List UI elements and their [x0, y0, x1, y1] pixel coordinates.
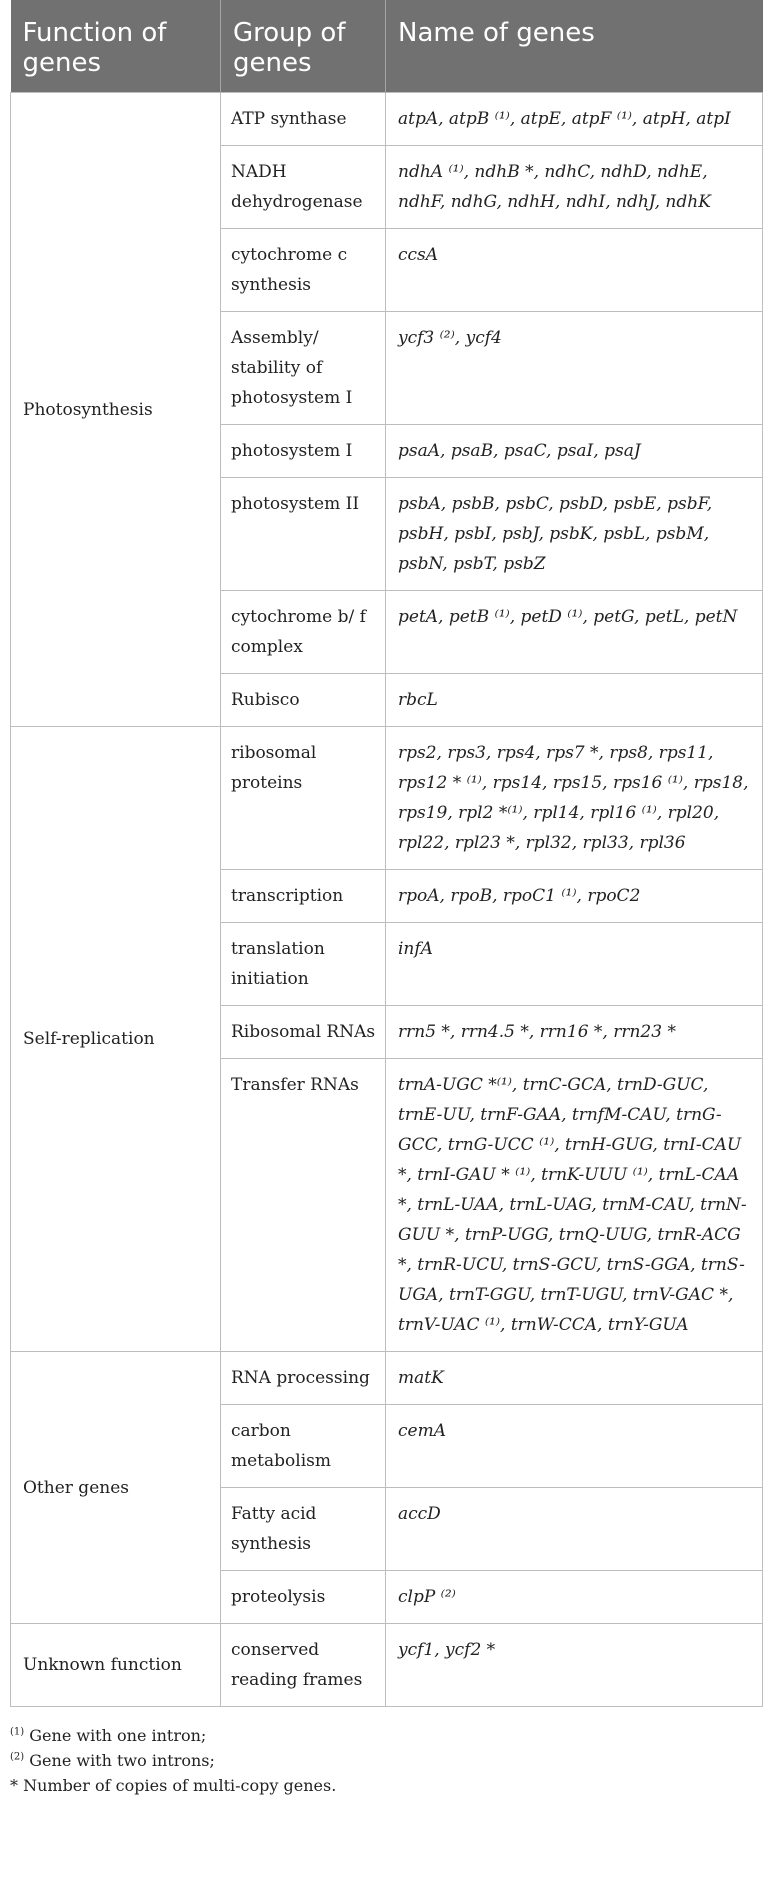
genes-cell: ycf3 ⁽²⁾, ycf4 — [386, 312, 763, 425]
function-cell: Other genes — [11, 1352, 221, 1624]
group-cell: Assembly/ stability of photosystem I — [221, 312, 386, 425]
footnotes — [10, 1723, 762, 1798]
group-cell: Rubisco — [221, 674, 386, 727]
footnote-1-text: Gene with one intron; — [24, 1726, 207, 1745]
group-cell: translation initiation — [221, 923, 386, 1006]
table-row — [11, 727, 763, 870]
genes-cell: petA, petB ⁽¹⁾, petD ⁽¹⁾, petG, petL, petN — [386, 591, 763, 674]
genes-cell: ndhA ⁽¹⁾, ndhB *, ndhC, ndhD, ndhE, ndhF, ndhG, ndhH, ndhI, ndhJ, ndhK — [386, 146, 763, 229]
group-cell: photosystem II — [221, 478, 386, 591]
group-cell: carbon metabolism — [221, 1405, 386, 1488]
genes-cell: ycf1, ycf2 * — [386, 1624, 763, 1707]
gene-table — [10, 0, 763, 1707]
group-cell: ribosomal proteins — [221, 727, 386, 870]
group-cell: Fatty acid synthesis — [221, 1488, 386, 1571]
table-body — [11, 93, 763, 1707]
table-header — [11, 0, 763, 93]
group-cell: ATP synthase — [221, 93, 386, 146]
footnote-2-text: Gene with two introns; — [24, 1751, 215, 1770]
header-genes: Name of genes — [386, 0, 763, 93]
function-cell: Unknown function — [11, 1624, 221, 1707]
genes-cell: trnA-UGC *⁽¹⁾, trnC-GCA, trnD-GUC, trnE-UU, trnF-GAA, trnfM-CAU, trnG-GCC, trnG-UCC ⁽¹⁾, trnH-GUG, trnI-CAU *, trnI-GAU * ⁽¹⁾, trnK-UUU ⁽¹⁾, trnL-CAA *, trnL-UAA, trnL-UAG, trnM-CAU, trnN-GUU *, trnP-UGG, trnQ-UUG, trnR-ACG *, trnR-UCU, trnS-GCU, trnS-GGA, trnS-UGA, trnT-GGU, trnT-UGU, trnV-GAC *, trnV-UAC ⁽¹⁾, trnW-CCA, trnY-GUA — [386, 1059, 763, 1352]
genes-cell: clpP ⁽²⁾ — [386, 1571, 763, 1624]
footnote-2 — [10, 1748, 762, 1773]
footnote-3 — [10, 1773, 762, 1798]
genes-cell: rbcL — [386, 674, 763, 727]
table-row — [11, 1624, 763, 1707]
group-cell: proteolysis — [221, 1571, 386, 1624]
footnote-2-mark: (2) — [10, 1751, 25, 1763]
genes-cell: psaA, psaB, psaC, psaI, psaJ — [386, 425, 763, 478]
group-cell: RNA processing — [221, 1352, 386, 1405]
genes-cell: rrn5 *, rrn4.5 *, rrn16 *, rrn23 * — [386, 1006, 763, 1059]
group-cell: transcription — [221, 870, 386, 923]
group-cell: cytochrome c synthesis — [221, 229, 386, 312]
group-cell: photosystem I — [221, 425, 386, 478]
genes-cell: rps2, rps3, rps4, rps7 *, rps8, rps11, rps12 * ⁽¹⁾, rps14, rps15, rps16 ⁽¹⁾, rps18, rps19, rpl2 *⁽¹⁾, rpl14, rpl16 ⁽¹⁾, rpl20, rpl22, rpl23 *, rpl32, rpl33, rpl36 — [386, 727, 763, 870]
group-cell: conserved reading frames — [221, 1624, 386, 1707]
genes-cell: rpoA, rpoB, rpoC1 ⁽¹⁾, rpoC2 — [386, 870, 763, 923]
footnote-1-mark: (1) — [10, 1726, 25, 1738]
header-function: Function of genes — [11, 0, 221, 93]
function-cell: Photosynthesis — [11, 93, 221, 727]
table-row — [11, 93, 763, 146]
function-cell: Self-replication — [11, 727, 221, 1352]
genes-cell: cemA — [386, 1405, 763, 1488]
genes-cell: ccsA — [386, 229, 763, 312]
genes-cell: matK — [386, 1352, 763, 1405]
gene-table-container — [10, 0, 762, 1798]
genes-cell: psbA, psbB, psbC, psbD, psbE, psbF, psbH, psbI, psbJ, psbK, psbL, psbM, psbN, psbT, psbZ — [386, 478, 763, 591]
group-cell: cytochrome b/ f complex — [221, 591, 386, 674]
group-cell: Transfer RNAs — [221, 1059, 386, 1352]
footnote-3-text: * Number of copies of multi-copy genes. — [10, 1776, 337, 1795]
header-group: Group of genes — [221, 0, 386, 93]
group-cell: NADH dehydrogenase — [221, 146, 386, 229]
group-cell: Ribosomal RNAs — [221, 1006, 386, 1059]
footnote-1 — [10, 1723, 762, 1748]
table-row — [11, 1352, 763, 1405]
genes-cell: infA — [386, 923, 763, 1006]
genes-cell: atpA, atpB ⁽¹⁾, atpE, atpF ⁽¹⁾, atpH, atpI — [386, 93, 763, 146]
genes-cell: accD — [386, 1488, 763, 1571]
